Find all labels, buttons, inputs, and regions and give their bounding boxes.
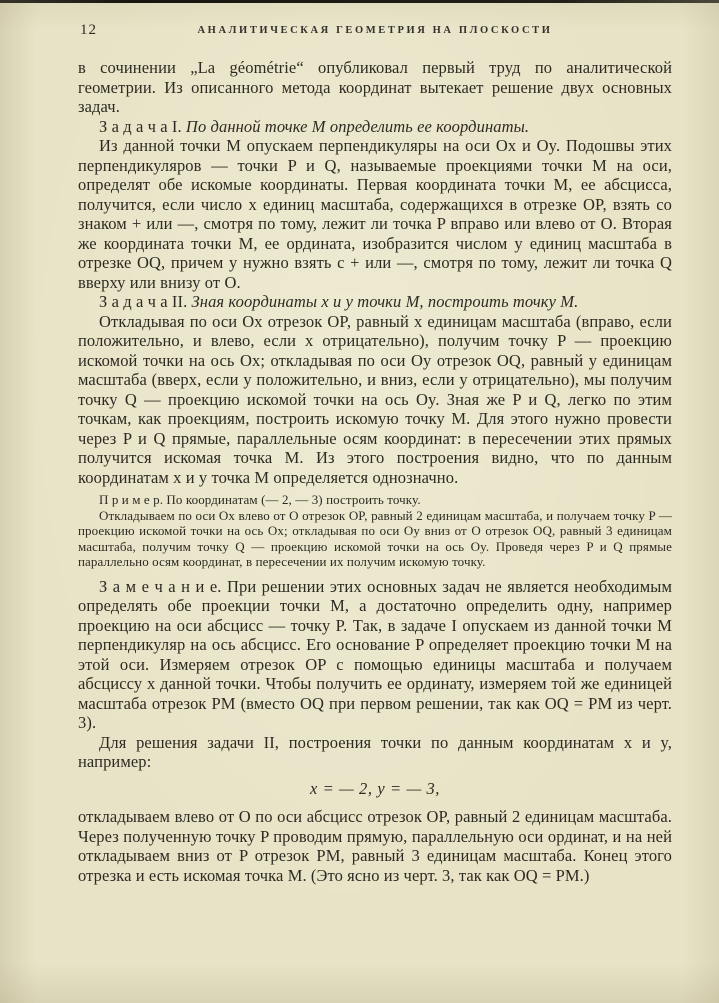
paragraph-intro: в сочинении „La géométrie“ опубликовал первый труд по аналитической геометрии. Из описанного метода координат вытекает решение двух основных задач. xyxy=(78,58,672,116)
task-2-label: З а д а ч а II. xyxy=(99,292,188,311)
remark-paragraph xyxy=(78,577,672,733)
page-number: 12 xyxy=(80,22,97,38)
scan-edge-artifact xyxy=(0,0,719,3)
running-head: АНАЛИТИЧЕСКАЯ ГЕОМЕТРИЯ НА ПЛОСКОСТИ xyxy=(197,25,553,36)
task-1-title: По данной точке M определить ее координаты. xyxy=(181,116,530,136)
example-label: П р и м е р. xyxy=(99,492,164,507)
example-body: Откладываем по оси Ox влево от O отрезок OP, равный 2 единицам масштаба, и получаем точку P — проекцию искомой точки на ось Ox; откладывая по оси Oy вниз от O отрезок OQ, равный 3 единицам масштаба, получим точку Q — проекцию искомой точки на ось Oy. Проведя через P и Q прямые параллельно осям координат, в пересечении их получим искомую точку. xyxy=(78,507,672,570)
task-1-label: З а д а ч а I. xyxy=(99,116,182,136)
page-header xyxy=(78,22,672,42)
task-2-title: Зная координаты x и y точки M, построить точку M. xyxy=(187,292,579,311)
remark-body: При решении этих основных задач не является необходимым определять обе проекции точки M, а достаточно определить одну, например проекцию на оси абсцисс — точку P. Так, в задаче I опускаем из данной точки M перпендикуляр на ось абсцисс. Его основание P определяет проекцию точки M на этой оси. Измеряем отрезок OP с помощью единицы масштаба и получаем абсциссу x данной точки. Чтобы получить ее ординату, измеряем той же единицей масштаба отрезок PM (вместо OQ при первом решении, так как OQ = PM из черт. 3). xyxy=(78,576,672,733)
paragraph-final: откладываем влево от O по оси абсцисс отрезок OP, равный 2 единицам масштаба. Через полученную точку P проводим прямую, параллельную оси ординат, и на ней откладываем вниз от P отрезок PM, равный 3 единицам масштаба. Конец этого отрезка и есть искомая точка M. (Это ясно из черт. 3, так как OQ = PM.) xyxy=(78,807,672,885)
example-block xyxy=(78,492,672,570)
paragraph-task-2-body: Откладывая по оси Ox отрезок OP, равный x единицам масштаба (вправо, если положительно, и влево, если x отрицательно), получим точку P — проекцию искомой точки на ось Ox; откладывая по оси Oy отрезок OQ, равный y единицам масштаба (вверх, если y положительно, и вниз, если y отрицательно), мы получим точку Q — проекцию искомой точки на ось Oy. Зная же P и Q, легко по этим точкам, как проекциям, построить искомую точку M. Для этого нужно провести через P и Q прямые, параллельные осям координат: в пересечении этих прямых получится искомая точка M. Из этого построения видно, что по данным координатам x и y точка M определяется однозначно. xyxy=(78,311,672,487)
page-body xyxy=(78,58,672,885)
task-1-heading xyxy=(78,117,672,137)
coordinates-formula: x = — 2, y = — 3, xyxy=(309,778,441,798)
paragraph-task-1-body: Из данной точки M опускаем перпендикуляры на оси Ox и Oy. Подошвы этих перпендикуляров — точки P и Q, называемые проекциями точки M на оси, определят обе искомые координаты. Первая координата точки M, ее абсцисса, получится, если число x единиц масштаба, содержащихся в отрезке OP, взять со знаком + или —, смотря по тому, лежит ли точка P вправо или влево от O. Вторая же координата точки M, ее ордината, изобразится числом y единиц масштаба в отрезке OQ, причем y нужно взять с + или —, смотря по тому, лежит ли точка Q вверху или внизу от O. xyxy=(78,136,672,292)
task-2-heading xyxy=(78,292,672,312)
remark-label: З а м е ч а н и е. xyxy=(99,576,222,596)
example-heading xyxy=(78,492,672,508)
paragraph-solution-intro: Для решения задачи II, построения точки по данным координатам x и y, например: xyxy=(78,732,672,772)
example-heading-text: По координатам (— 2, — 3) построить точку. xyxy=(163,492,421,507)
